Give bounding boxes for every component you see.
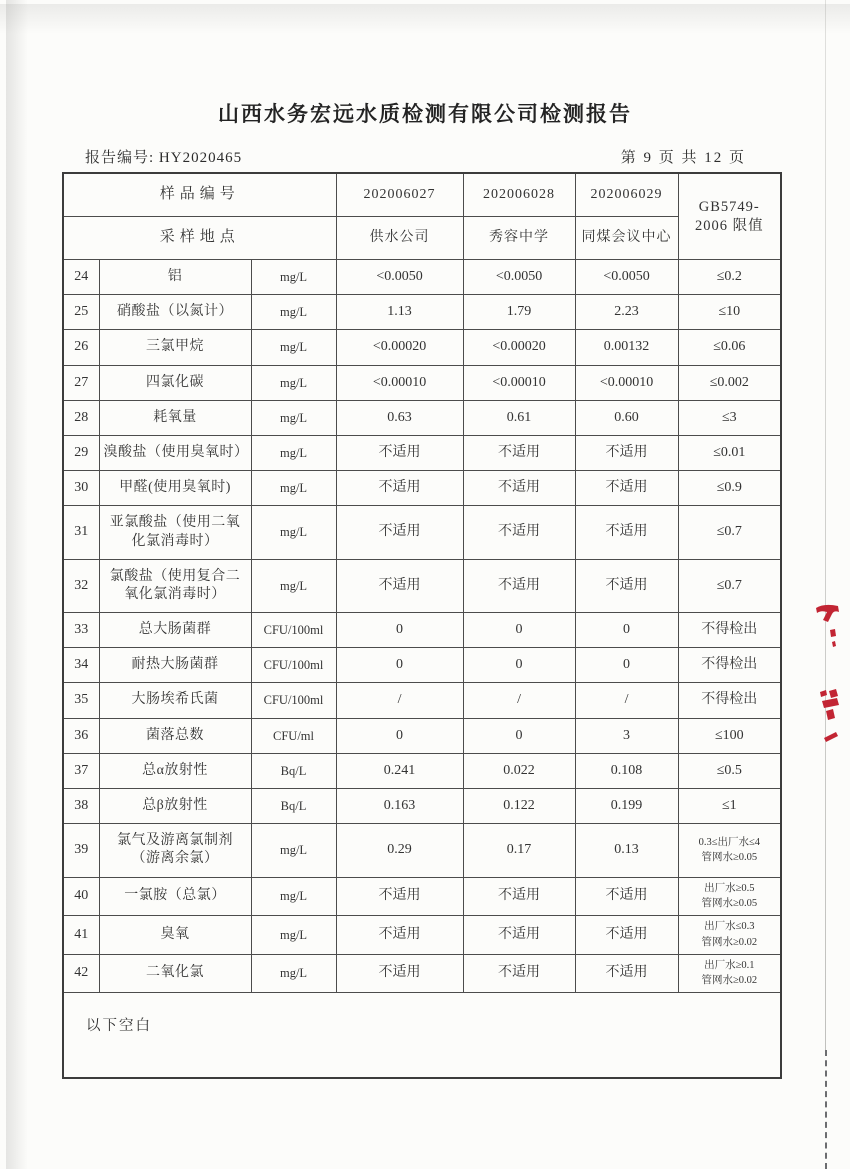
standard-limit-line1: GB5749- <box>698 198 760 215</box>
sample2-value-cell: 0.17 <box>463 824 575 877</box>
sample1-value-cell: 不适用 <box>336 559 463 612</box>
table-row <box>63 260 781 295</box>
row-index-cell: 28 <box>63 400 99 435</box>
sample1-value-cell: 不适用 <box>336 954 463 993</box>
sample3-value-cell: 0.13 <box>575 824 678 877</box>
paper-edge-line-dark <box>825 1050 827 1169</box>
limit-cell: 出厂水≤0.3 管网水≥0.02 <box>678 916 781 955</box>
row-index-cell: 37 <box>63 753 99 788</box>
table-row <box>63 824 781 877</box>
table-row <box>63 506 781 559</box>
limit-cell: ≤100 <box>678 718 781 753</box>
sample1-value-cell: <0.0050 <box>336 260 463 295</box>
sample1-value-cell: 不适用 <box>336 506 463 559</box>
row-index-cell: 31 <box>63 506 99 559</box>
parameter-name-cell: 耗氧量 <box>99 400 251 435</box>
row-index-cell: 33 <box>63 613 99 648</box>
row-index-cell: 35 <box>63 683 99 718</box>
table-row <box>63 471 781 506</box>
unit-cell: mg/L <box>251 435 336 470</box>
sampling-location-label: 采样地点 <box>63 217 336 260</box>
row-index-cell: 27 <box>63 365 99 400</box>
sample1-value-cell: / <box>336 683 463 718</box>
sample3-value-cell: 不适用 <box>575 877 678 916</box>
table-row <box>63 435 781 470</box>
sample1-value-cell: 0 <box>336 718 463 753</box>
sample2-value-cell: 不适用 <box>463 877 575 916</box>
sample2-value-cell: 不适用 <box>463 916 575 955</box>
paper-edge-line <box>825 0 826 1050</box>
location-3: 同煤会议中心 <box>575 217 678 260</box>
location-2: 秀容中学 <box>463 217 575 260</box>
table-row <box>63 916 781 955</box>
sample3-value-cell: 0 <box>575 648 678 683</box>
page-title: 山西水务宏远水质检测有限公司检测报告 <box>218 102 632 126</box>
limit-cell: ≤0.01 <box>678 435 781 470</box>
test-results-table <box>62 172 782 1079</box>
sample3-value-cell: 2.23 <box>575 295 678 330</box>
row-index-cell: 40 <box>63 877 99 916</box>
unit-cell: mg/L <box>251 877 336 916</box>
sample3-value-cell: 0 <box>575 613 678 648</box>
unit-cell: mg/L <box>251 330 336 365</box>
limit-cell: 出厂水≥0.1 管网水≥0.02 <box>678 954 781 993</box>
table-row <box>63 789 781 824</box>
sample3-value-cell: <0.00010 <box>575 365 678 400</box>
limit-cell: ≤0.5 <box>678 753 781 788</box>
parameter-name-cell: 四氯化碳 <box>99 365 251 400</box>
parameter-name-cell: 耐热大肠菌群 <box>99 648 251 683</box>
parameter-name-cell: 一氯胺（总氯） <box>99 877 251 916</box>
sample1-value-cell: 不适用 <box>336 435 463 470</box>
sample2-value-cell: 0 <box>463 648 575 683</box>
sample3-value-cell: <0.0050 <box>575 260 678 295</box>
sample3-value-cell: 不适用 <box>575 916 678 955</box>
report-number: 报告编号: HY2020465 <box>85 150 243 166</box>
parameter-name-cell: 硝酸盐（以氮计） <box>99 295 251 330</box>
sample3-value-cell: 不适用 <box>575 559 678 612</box>
sample3-value-cell: 0.00132 <box>575 330 678 365</box>
limit-cell: ≤0.06 <box>678 330 781 365</box>
sample2-value-cell: <0.00020 <box>463 330 575 365</box>
sample2-value-cell: 0.122 <box>463 789 575 824</box>
sample2-value-cell: <0.00010 <box>463 365 575 400</box>
sample2-value-cell: 不适用 <box>463 559 575 612</box>
sample3-value-cell: 不适用 <box>575 506 678 559</box>
sample-id-2: 202006028 <box>463 173 575 217</box>
unit-cell: CFU/100ml <box>251 683 336 718</box>
limit-cell: ≤10 <box>678 295 781 330</box>
header-row-sample-id <box>63 173 781 217</box>
sample3-value-cell: 不适用 <box>575 435 678 470</box>
sample3-value-cell: 不适用 <box>575 471 678 506</box>
sample2-value-cell: 不适用 <box>463 506 575 559</box>
location-1: 供水公司 <box>336 217 463 260</box>
row-index-cell: 29 <box>63 435 99 470</box>
sample2-value-cell: 不适用 <box>463 954 575 993</box>
sample3-value-cell: / <box>575 683 678 718</box>
row-index-cell: 42 <box>63 954 99 993</box>
parameter-name-cell: 菌落总数 <box>99 718 251 753</box>
sample3-value-cell: 不适用 <box>575 954 678 993</box>
unit-cell: mg/L <box>251 260 336 295</box>
sample1-value-cell: 0 <box>336 648 463 683</box>
limit-cell: 0.3≤出厂水≤4 管网水≥0.05 <box>678 824 781 877</box>
scan-edge-shadow-top <box>0 4 850 34</box>
sample1-value-cell: 0.241 <box>336 753 463 788</box>
unit-cell: CFU/ml <box>251 718 336 753</box>
sample-id-3: 202006029 <box>575 173 678 217</box>
sample2-value-cell: 0.022 <box>463 753 575 788</box>
sample2-value-cell: 0 <box>463 718 575 753</box>
sample3-value-cell: 0.108 <box>575 753 678 788</box>
footer-note: 以下空白 <box>63 993 781 1079</box>
unit-cell: mg/L <box>251 471 336 506</box>
table-row <box>63 400 781 435</box>
row-index-cell: 30 <box>63 471 99 506</box>
parameter-name-cell: 总大肠菌群 <box>99 613 251 648</box>
unit-cell: Bq/L <box>251 789 336 824</box>
parameter-name-cell: 溴酸盐（使用臭氧时） <box>99 435 251 470</box>
sample-id-label: 样品编号 <box>63 173 336 217</box>
table-row <box>63 559 781 612</box>
sample-id-1: 202006027 <box>336 173 463 217</box>
row-index-cell: 25 <box>63 295 99 330</box>
limit-cell: ≤0.2 <box>678 260 781 295</box>
unit-cell: mg/L <box>251 559 336 612</box>
table-row <box>63 613 781 648</box>
unit-cell: CFU/100ml <box>251 648 336 683</box>
sample1-value-cell: 0 <box>336 613 463 648</box>
blank-row <box>63 993 781 1079</box>
table-row <box>63 753 781 788</box>
sample2-value-cell: 不适用 <box>463 471 575 506</box>
parameter-name-cell: 氯气及游离氯制剂（游离余氯） <box>99 824 251 877</box>
sample2-value-cell: 0.61 <box>463 400 575 435</box>
sample2-value-cell: 1.79 <box>463 295 575 330</box>
header-row-location <box>63 217 781 260</box>
standard-limit-line2: 2006 限值 <box>694 217 764 234</box>
sample1-value-cell: <0.00020 <box>336 330 463 365</box>
table-row <box>63 877 781 916</box>
sample1-value-cell: <0.00010 <box>336 365 463 400</box>
row-index-cell: 26 <box>63 330 99 365</box>
table-row <box>63 683 781 718</box>
limit-cell: ≤0.7 <box>678 559 781 612</box>
parameter-name-cell: 总α放射性 <box>99 753 251 788</box>
unit-cell: mg/L <box>251 954 336 993</box>
row-index-cell: 38 <box>63 789 99 824</box>
parameter-name-cell: 二氧化氯 <box>99 954 251 993</box>
sample1-value-cell: 不适用 <box>336 916 463 955</box>
unit-cell: Bq/L <box>251 753 336 788</box>
table-row <box>63 295 781 330</box>
unit-cell: mg/L <box>251 506 336 559</box>
unit-cell: mg/L <box>251 824 336 877</box>
limit-cell: ≤0.9 <box>678 471 781 506</box>
parameter-name-cell: 大肠埃希氏菌 <box>99 683 251 718</box>
row-index-cell: 24 <box>63 260 99 295</box>
sample2-value-cell: <0.0050 <box>463 260 575 295</box>
limit-cell: ≤0.7 <box>678 506 781 559</box>
seal-fragment-icon <box>816 688 844 750</box>
parameter-name-cell: 三氯甲烷 <box>99 330 251 365</box>
row-index-cell: 36 <box>63 718 99 753</box>
sample2-value-cell: 0 <box>463 613 575 648</box>
limit-cell: 不得检出 <box>678 613 781 648</box>
limit-cell: 出厂水≥0.5 管网水≥0.05 <box>678 877 781 916</box>
sample2-value-cell: 不适用 <box>463 435 575 470</box>
table-row <box>63 648 781 683</box>
unit-cell: mg/L <box>251 365 336 400</box>
parameter-name-cell: 氯酸盐（使用复合二氧化氯消毒时） <box>99 559 251 612</box>
table-row <box>63 365 781 400</box>
parameter-name-cell: 臭氧 <box>99 916 251 955</box>
standard-limit-header <box>678 173 781 260</box>
unit-cell: mg/L <box>251 400 336 435</box>
row-index-cell: 39 <box>63 824 99 877</box>
limit-cell: ≤0.002 <box>678 365 781 400</box>
page-indicator: 第 9 页 共 12 页 <box>620 150 746 166</box>
sample3-value-cell: 3 <box>575 718 678 753</box>
sample3-value-cell: 0.199 <box>575 789 678 824</box>
sample1-value-cell: 0.163 <box>336 789 463 824</box>
scan-edge-shadow-left <box>6 0 28 1169</box>
sample1-value-cell: 不适用 <box>336 877 463 916</box>
table-row <box>63 954 781 993</box>
table-header <box>63 173 781 260</box>
parameter-name-cell: 甲醛(使用臭氧时) <box>99 471 251 506</box>
sample1-value-cell: 不适用 <box>336 471 463 506</box>
table-row <box>63 330 781 365</box>
row-index-cell: 41 <box>63 916 99 955</box>
limit-cell: 不得检出 <box>678 648 781 683</box>
sample1-value-cell: 1.13 <box>336 295 463 330</box>
row-index-cell: 34 <box>63 648 99 683</box>
table-row <box>63 718 781 753</box>
unit-cell: CFU/100ml <box>251 613 336 648</box>
limit-cell: ≤3 <box>678 400 781 435</box>
table-body <box>63 260 781 993</box>
unit-cell: mg/L <box>251 916 336 955</box>
parameter-name-cell: 亚氯酸盐（使用二氧化氯消毒时） <box>99 506 251 559</box>
limit-cell: ≤1 <box>678 789 781 824</box>
sample2-value-cell: / <box>463 683 575 718</box>
sample3-value-cell: 0.60 <box>575 400 678 435</box>
limit-cell: 不得检出 <box>678 683 781 718</box>
row-index-cell: 32 <box>63 559 99 612</box>
parameter-name-cell: 总β放射性 <box>99 789 251 824</box>
seal-fragment-icon <box>814 600 844 655</box>
sample1-value-cell: 0.29 <box>336 824 463 877</box>
table-footer <box>63 993 781 1079</box>
sample1-value-cell: 0.63 <box>336 400 463 435</box>
unit-cell: mg/L <box>251 295 336 330</box>
parameter-name-cell: 铝 <box>99 260 251 295</box>
